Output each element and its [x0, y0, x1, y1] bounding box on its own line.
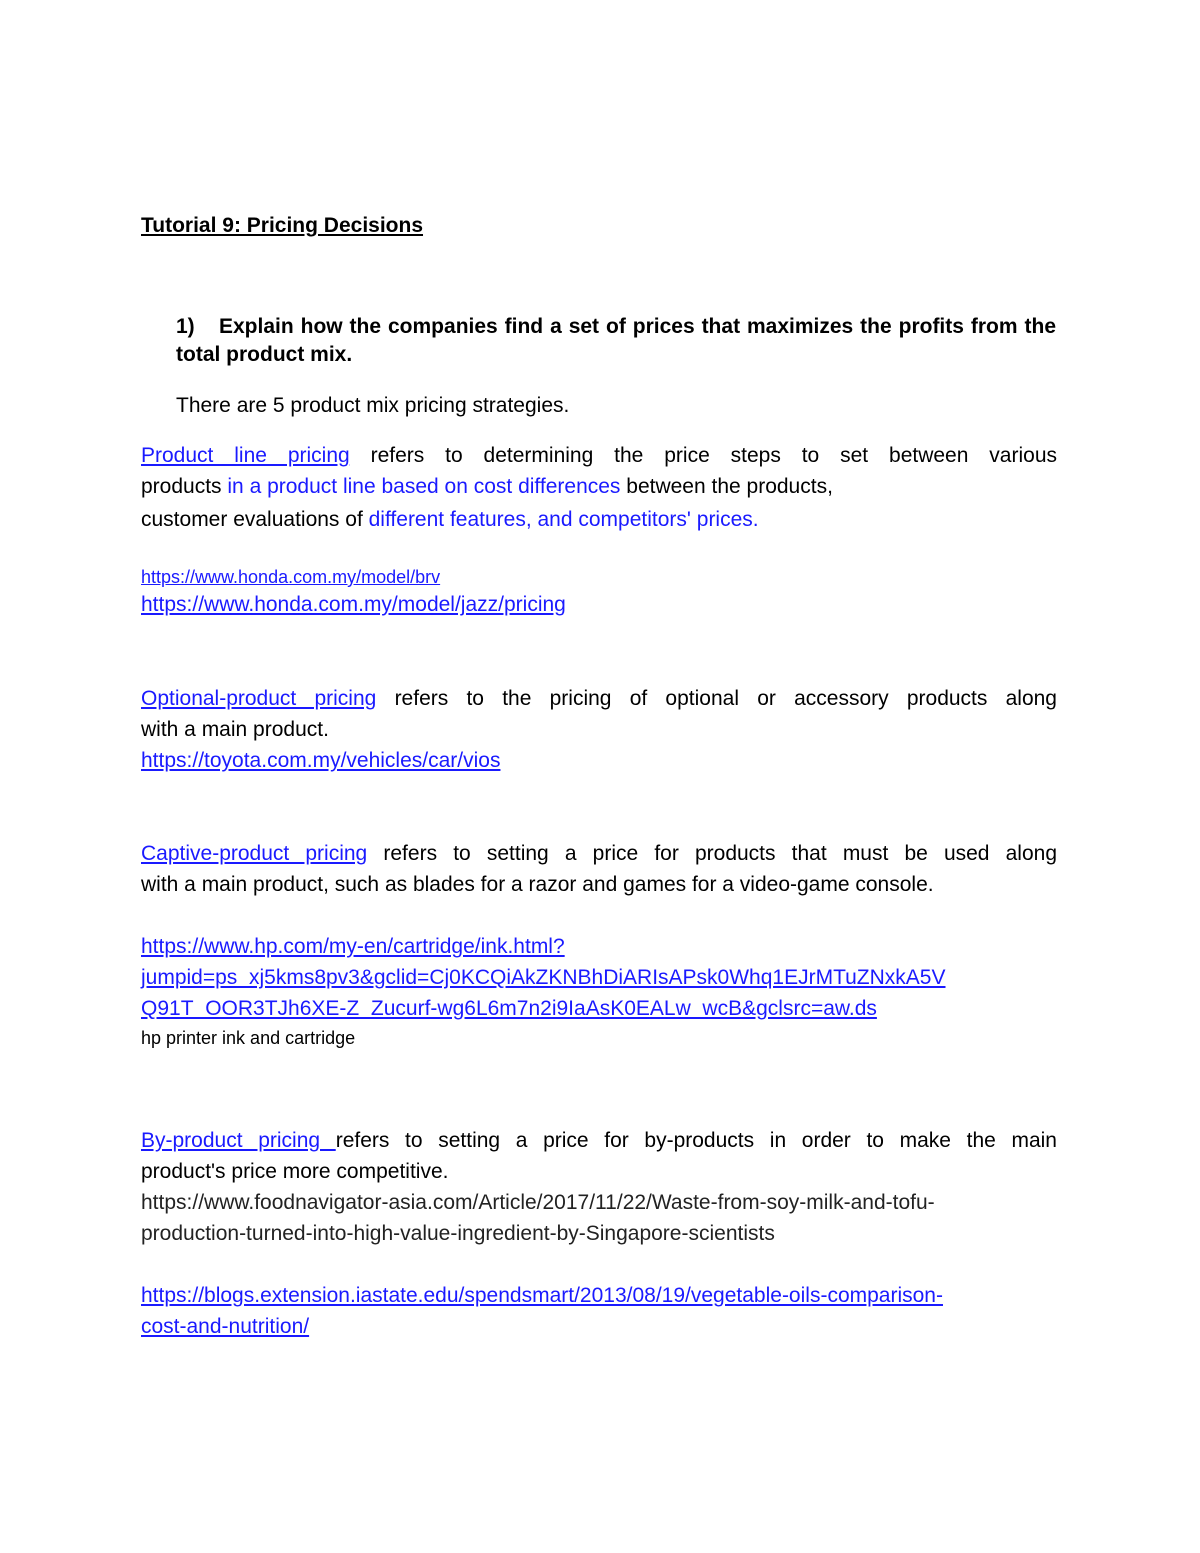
question-number: 1) [176, 315, 195, 338]
intro-text: There are 5 product mix pricing strategies. [176, 394, 570, 417]
by-product-line-1: By-product pricing refers to setting a price for by-products in order to make the main [141, 1129, 1057, 1152]
hp-note: hp printer ink and cartridge [141, 1028, 356, 1048]
hp-link-line-1[interactable]: https://www.hp.com/my-en/cartridge/ink.html? [141, 935, 565, 958]
honda-jazz-link-wrap [141, 589, 1057, 620]
product-line-highlight-a: in a product line based on cost differences [227, 475, 621, 498]
optional-product-line-2: with a main product. [141, 718, 329, 741]
product-line-paragraph [141, 440, 1057, 535]
foodnavigator-url-line-2: production-turned-into-high-value-ingredient-by-Singapore-scientists [141, 1222, 775, 1245]
foodnavigator-url-line-1: https://www.foodnavigator-asia.com/Article/2017/11/22/Waste-from-soy-milk-and-tofu- [141, 1191, 935, 1214]
captive-product-line-2: with a main product, such as blades for a razor and games for a video-game console. [141, 873, 934, 896]
iastate-link-line-2[interactable]: cost-and-nutrition/ [141, 1315, 310, 1338]
honda-jazz-link[interactable]: https://www.honda.com.my/model/jazz/pricing [141, 593, 566, 616]
honda-brv-link[interactable]: https://www.honda.com.my/model/brv [141, 567, 441, 587]
captive-product-line-1: Captive-product pricing refers to setting a price for products that must be used along [141, 842, 1058, 865]
product-line-highlight-b: different features, and competitors' prices. [368, 508, 759, 531]
document-title: Tutorial 9: Pricing Decisions [141, 214, 424, 237]
hp-link-line-2[interactable]: jumpid=ps_xj5kms8pv3&gclid=Cj0KCQiAkZKNBhDiARIsAPsk0Whq1EJrMTuZNxkA5V [141, 966, 946, 989]
captive-product-paragraph [141, 838, 1057, 900]
toyota-vios-link[interactable]: https://toyota.com.my/vehicles/car/vios [141, 749, 501, 772]
hp-cartridge-link[interactable] [141, 931, 1057, 1024]
question-text: Explain how the companies find a set of prices that maximizes the profits from the total product mix. [176, 315, 1056, 366]
iastate-link-line-1[interactable]: https://blogs.extension.iastate.edu/spendsmart/2013/08/19/vegetable-oils-comparison- [141, 1284, 943, 1307]
optional-product-pricing-term[interactable]: Optional-product pricing [141, 687, 377, 710]
captive-product-pricing-term[interactable]: Captive-product pricing [141, 842, 368, 865]
product-line-line-1: Product line pricing refers to determining the price steps to set between various [141, 444, 1057, 467]
optional-product-line-1: Optional-product pricing refers to the pricing of optional or accessory products along [141, 687, 1057, 710]
product-line-line-3: customer evaluations of different features, and competitors' prices. [141, 508, 759, 531]
by-product-paragraph [141, 1125, 1057, 1249]
optional-product-paragraph [141, 683, 1057, 776]
by-product-pricing-term[interactable]: By-product pricing [141, 1129, 336, 1152]
hp-link-line-3[interactable]: Q91T_OOR3TJh6XE-Z_Zucurf-wg6L6m7n2i9IaAsK0EALw_wcB&gclsrc=aw.ds [141, 997, 877, 1020]
honda-brv-link-wrap [141, 565, 1057, 589]
product-line-pricing-term[interactable]: Product line pricing [141, 444, 350, 467]
product-line-line-2: products in a product line based on cost differences between the products, [141, 475, 833, 498]
iastate-link[interactable] [141, 1280, 1057, 1342]
by-product-line-2: product's price more competitive. [141, 1160, 449, 1183]
